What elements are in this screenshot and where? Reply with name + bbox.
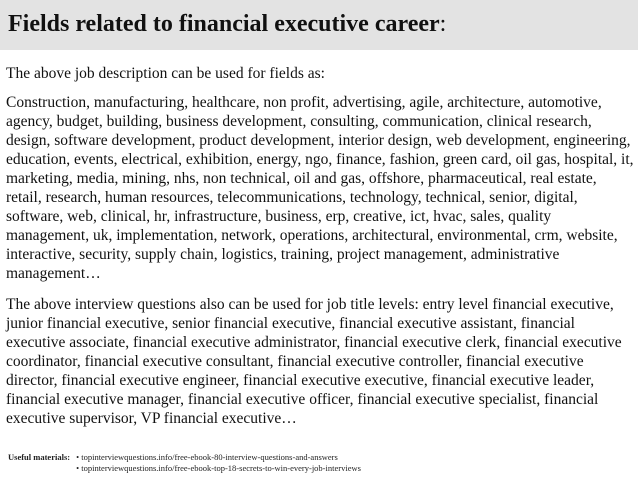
footer-link-ebook-18-secrets[interactable]: • topinterviewquestions.info/free-ebook-top-18-secrets-to-win-every-job-interviews [76, 463, 361, 473]
intro-paragraph: The above job description can be used for fields as: [6, 65, 325, 82]
slide-title-colon: : [439, 11, 447, 37]
title-bar [0, 0, 638, 50]
footer [8, 452, 628, 474]
footer-links [76, 452, 361, 474]
slide-content [6, 64, 634, 428]
footer-link-ebook-80-questions[interactable]: • topinterviewquestions.info/free-ebook-80-interview-questions-and-answers [76, 452, 338, 462]
slide-title-text: Fields related to financial executive career [8, 11, 440, 37]
job-titles-paragraph: The above interview questions also can be used for job title levels: entry level financial executive, junior financial executive, senior financial executive, financial executive assistant, financial executive associate, financial executive administrator, financial executive clerk, financial executive coordinator, financial executive consultant, financial executive controller, financial executive director, financial executive engineer, financial executive executive, financial executive leader, financial executive manager, financial executive officer, financial executive specialist, financial executive supervisor, VP financial executive… [6, 296, 622, 427]
footer-label: Useful materials: [8, 452, 71, 462]
fields-paragraph: Construction, manufacturing, healthcare, non profit, advertising, agile, architecture, automotive, agency, budget, building, business development, consulting, communication, clinical research, design, software development, product development, interior design, web development, engineering, education, events, electrical, exhibition, energy, ngo, finance, fashion, green card, oil gas, hospital, it, marketing, media, mining, nhs, non technical, oil and gas, offshore, pharmaceutical, real estate, retail, research, human resources, telecommunications, technology, technical, senior, digital, software, web, clinical, hr, infrastructure, business, erp, creative, ict, hvac, sales, quality management, uk, implementation, network, operations, architectural, environmental, crm, website, interactive, security, supply chain, logistics, training, project management, administrative management… [6, 94, 634, 282]
slide-title [8, 12, 446, 36]
